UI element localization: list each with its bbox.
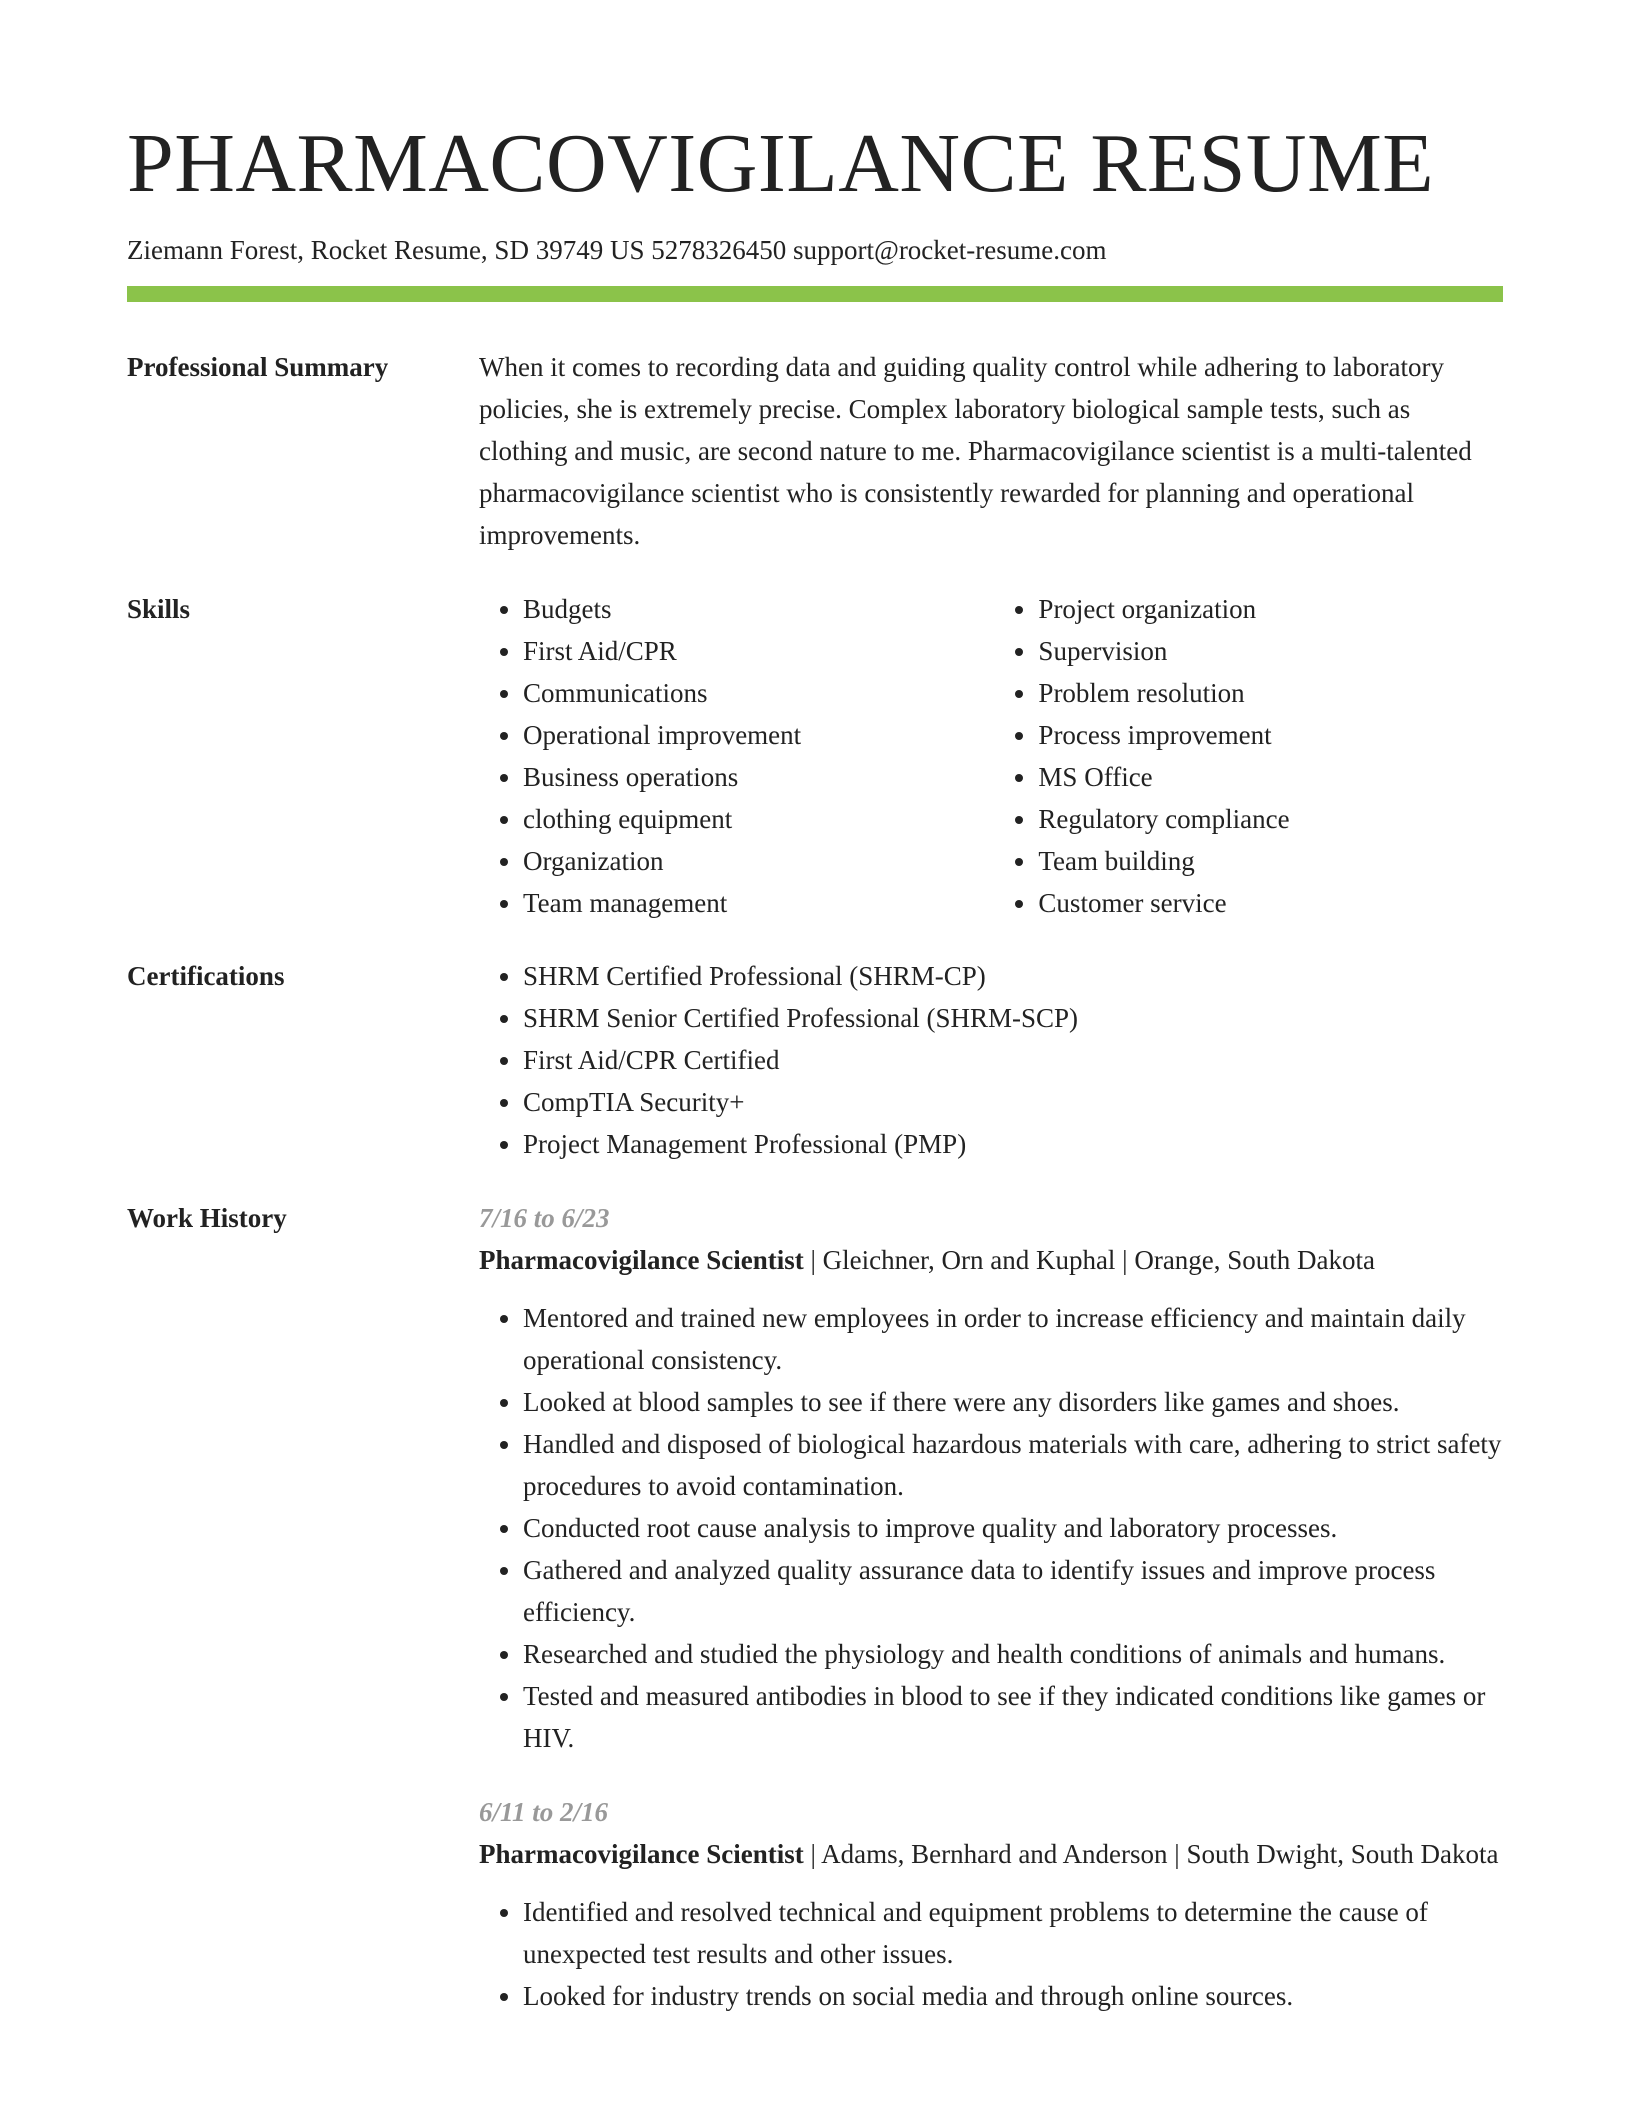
certification-item: • Project Management Professional (PMP) [523, 1123, 1503, 1165]
job-title: Pharmacovigilance Scientist [479, 1839, 804, 1869]
skill-item: • MS Office [1038, 756, 1503, 798]
certification-item: • SHRM Senior Certified Professional (SHRM-SCP) [523, 997, 1503, 1039]
skill-item: • Business operations [523, 756, 950, 798]
job-entry [479, 1791, 1503, 2017]
skill-item: • Team management [523, 882, 950, 924]
section-label: Skills [127, 594, 191, 624]
skill-item: • Project organization [1038, 588, 1503, 630]
job-heading [479, 1833, 1503, 1875]
job-entry [479, 1197, 1503, 1759]
job-bullets [479, 1891, 1503, 2017]
certification-item: • SHRM Certified Professional (SHRM-CP) [523, 955, 1503, 997]
section-label: Work History [127, 1203, 287, 1233]
skill-item: • clothing equipment [523, 798, 950, 840]
section-label: Professional Summary [127, 352, 389, 382]
job-bullet: • Tested and measured antibodies in blood to see if they indicated conditions like games or HIV. [523, 1675, 1503, 1759]
job-bullet: • Gathered and analyzed quality assurance data to identify issues and improve process efficiency. [523, 1549, 1503, 1633]
job-details: | Gleichner, Orn and Kuphal | Orange, South Dakota [803, 1245, 1376, 1275]
certification-item: • CompTIA Security+ [523, 1081, 1503, 1123]
job-title: Pharmacovigilance Scientist [479, 1245, 804, 1275]
summary-text: When it comes to recording data and guiding quality control while adhering to laboratory policies, she is extremely precise. Complex laboratory biological sample tests, such as clothing and music, are second nature to me. Pharmacovigilance scientist is a multi-talented pharmacovigilance scientist who is consistently rewarded for planning and operational improvements. [479, 352, 1472, 550]
section-label: Certifications [127, 961, 285, 991]
resume-title: PHARMACOVIGILANCE RESUME [127, 117, 1435, 210]
job-bullets [479, 1297, 1503, 1759]
skill-item: • Regulatory compliance [1038, 798, 1503, 840]
job-dates: 7/16 to 6/23 [479, 1203, 610, 1233]
skill-item: • Operational improvement [523, 714, 950, 756]
skill-item: • Team building [1038, 840, 1503, 882]
skill-item: • First Aid/CPR [523, 630, 950, 672]
job-bullet: • Conducted root cause analysis to improve quality and laboratory processes. [523, 1507, 1503, 1549]
job-heading [479, 1239, 1503, 1281]
skills-list-left [479, 588, 950, 924]
job-bullet: • Identified and resolved technical and equipment problems to determine the cause of unexpected test results and other issues. [523, 1891, 1503, 1975]
skill-item: • Communications [523, 672, 950, 714]
contact-line: Ziemann Forest, Rocket Resume, SD 39749 US 5278326450 support@rocket-resume.com [127, 235, 1107, 265]
job-bullet: • Handled and disposed of biological hazardous materials with care, adhering to strict safety procedures to avoid contamination. [523, 1423, 1503, 1507]
skill-item: • Supervision [1038, 630, 1503, 672]
job-bullet: • Mentored and trained new employees in order to increase efficiency and maintain daily operational consistency. [523, 1297, 1503, 1381]
certification-item: • First Aid/CPR Certified [523, 1039, 1503, 1081]
section-body [479, 346, 1503, 556]
skill-item: • Organization [523, 840, 950, 882]
section-body [479, 955, 1503, 1165]
skill-item: • Process improvement [1038, 714, 1503, 756]
skills-list-right [994, 588, 1503, 924]
job-dates: 6/11 to 2/16 [479, 1797, 609, 1827]
skill-item: • Problem resolution [1038, 672, 1503, 714]
job-bullet: • Looked at blood samples to see if there were any disorders like games and shoes. [523, 1381, 1503, 1423]
section-body [479, 1197, 1503, 2049]
job-bullet: • Looked for industry trends on social media and through online sources. [523, 1975, 1503, 2017]
skills-columns [479, 588, 1503, 924]
skill-item: • Customer service [1038, 882, 1503, 924]
skill-item: • Budgets [523, 588, 950, 630]
accent-divider [127, 286, 1503, 302]
certifications-list [479, 955, 1503, 1165]
job-bullet: • Researched and studied the physiology and health conditions of animals and humans. [523, 1633, 1503, 1675]
job-details: | Adams, Bernhard and Anderson | South Dwight, South Dakota [803, 1839, 1499, 1869]
